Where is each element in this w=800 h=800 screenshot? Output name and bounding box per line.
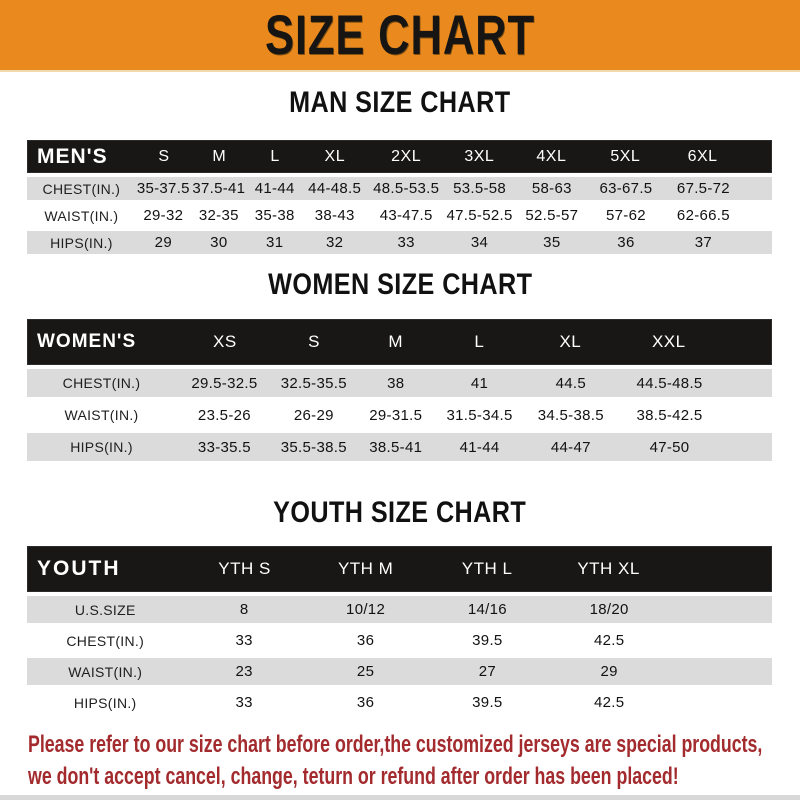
value-cell: 23 (235, 663, 253, 680)
women-size-table (27, 319, 772, 461)
table-row (27, 433, 772, 461)
value-cell: 44.5-48.5 (636, 374, 703, 392)
size-column-header: XL (324, 147, 346, 165)
value-cell: 58-63 (531, 180, 572, 197)
value-cell: 33 (235, 694, 253, 711)
value-cell: 47-50 (649, 438, 690, 456)
value-cell: 53.5-58 (453, 180, 507, 197)
size-column-header: 4XL (536, 147, 567, 165)
value-cell: 23.5-26 (197, 406, 251, 424)
value-cell: 38-43 (314, 207, 355, 224)
size-column-header: 2XL (391, 147, 422, 165)
value-cell: 41 (470, 374, 489, 392)
value-cell: 29.5-32.5 (191, 374, 258, 392)
table-header-label: MEN'S (37, 144, 108, 168)
size-column-header: YTH M (337, 559, 394, 578)
women-heading (0, 268, 800, 302)
row-label: CHEST(IN.) (62, 375, 141, 391)
row-label: HIPS(IN.) (70, 439, 133, 455)
value-cell: 43-47.5 (379, 207, 433, 224)
size-column-header: S (308, 332, 320, 351)
women-heading-text: WOMEN SIZE CHART (267, 268, 533, 301)
row-label: HIPS(IN.) (73, 694, 137, 711)
banner-title: SIZE CHART (265, 3, 535, 66)
value-cell: 32-35 (198, 207, 239, 224)
size-chart-banner (0, 0, 800, 72)
size-column-header: 6XL (687, 147, 718, 165)
size-column-header: M (388, 332, 404, 351)
value-cell: 36 (356, 632, 375, 649)
table-row (27, 627, 772, 654)
value-cell: 27 (478, 663, 497, 680)
value-cell: 31 (266, 234, 284, 251)
value-cell: 33 (235, 632, 253, 649)
youth-heading (0, 496, 800, 530)
value-cell: 33 (397, 234, 415, 251)
size-column-header: 3XL (464, 147, 495, 165)
value-cell: 35.5-38.5 (280, 438, 347, 456)
size-column-header: YTH L (461, 559, 513, 578)
value-cell: 18/20 (589, 601, 629, 618)
value-cell: 34.5-38.5 (537, 406, 604, 424)
value-cell: 57-62 (606, 207, 646, 224)
value-cell: 8 (239, 601, 249, 618)
value-cell: 44-47 (550, 438, 591, 456)
men-heading (0, 86, 800, 120)
footer-line-1: Please refer to our size chart before order,the customized jerseys are special products, (28, 731, 763, 758)
row-label: HIPS(IN.) (50, 234, 113, 251)
table-header-row (27, 319, 772, 365)
value-cell: 14/16 (467, 601, 507, 618)
size-column-header: L (474, 332, 485, 351)
value-cell: 25 (356, 663, 375, 680)
value-cell: 36 (617, 234, 635, 251)
table-row (27, 204, 772, 227)
table-row (27, 401, 772, 429)
row-label: WAIST(IN.) (44, 207, 119, 224)
value-cell: 38.5-41 (369, 438, 423, 456)
men-heading-text: MAN SIZE CHART (289, 86, 511, 119)
value-cell: 41-44 (254, 180, 295, 197)
men-section (0, 86, 800, 254)
value-cell: 10/12 (346, 601, 386, 618)
size-column-header: S (158, 147, 170, 165)
footer-line-2: we don't accept cancel, change, teturn or refund after order has been placed! (28, 763, 679, 790)
value-cell: 39.5 (472, 694, 503, 711)
men-size-table (27, 140, 772, 254)
table-header-label: WOMEN'S (37, 331, 137, 352)
value-cell: 38.5-42.5 (636, 406, 703, 424)
value-cell: 62-66.5 (676, 207, 730, 224)
row-label: U.S.SIZE (74, 601, 136, 618)
value-cell: 67.5-72 (676, 180, 730, 197)
value-cell: 32 (326, 234, 344, 251)
row-label: CHEST(IN.) (42, 180, 121, 197)
value-cell: 35-37.5 (136, 180, 190, 197)
value-cell: 41-44 (459, 438, 500, 456)
women-section (0, 268, 800, 461)
table-row (27, 596, 772, 623)
value-cell: 29 (600, 663, 618, 680)
value-cell: 63-67.5 (599, 180, 653, 197)
row-label: CHEST(IN.) (66, 632, 145, 649)
value-cell: 42.5 (593, 632, 625, 649)
value-cell: 44.5 (555, 374, 587, 392)
size-column-header: YTH XL (577, 559, 640, 578)
table-header-row (27, 140, 772, 173)
table-header-row (27, 546, 772, 592)
value-cell: 38 (387, 374, 405, 392)
value-cell: 35 (543, 234, 561, 251)
value-cell: 29-31.5 (369, 406, 423, 424)
value-cell: 26-29 (293, 406, 334, 424)
size-column-header: L (270, 147, 280, 165)
row-label: WAIST(IN.) (68, 663, 143, 680)
value-cell: 37 (694, 234, 713, 251)
value-cell: 32.5-35.5 (280, 374, 347, 392)
size-column-header: XL (559, 332, 582, 351)
value-cell: 42.5 (593, 694, 625, 711)
youth-size-table (27, 546, 772, 716)
table-row (27, 369, 772, 397)
value-cell: 30 (210, 234, 228, 251)
value-cell: 37.5-41 (192, 180, 246, 197)
value-cell: 31.5-34.5 (446, 406, 513, 424)
size-column-header: 5XL (610, 147, 641, 165)
table-row (27, 231, 772, 254)
value-cell: 34 (470, 234, 489, 251)
value-cell: 29 (154, 234, 172, 251)
table-header-label: YOUTH (37, 557, 121, 580)
size-column-header: M (212, 147, 227, 165)
value-cell: 44-48.5 (308, 180, 362, 197)
value-cell: 29-32 (143, 207, 184, 224)
size-column-header: YTH S (218, 559, 271, 578)
value-cell: 52.5-57 (525, 207, 579, 224)
footer-notice (28, 729, 800, 793)
table-row (27, 658, 772, 685)
table-row (27, 177, 772, 200)
value-cell: 39.5 (472, 632, 503, 649)
value-cell: 47.5-52.5 (446, 207, 513, 224)
value-cell: 35-38 (254, 207, 295, 224)
bottom-edge-divider (0, 795, 800, 800)
value-cell: 48.5-53.5 (373, 180, 440, 197)
row-label: WAIST(IN.) (64, 407, 139, 423)
size-column-header: XXL (651, 332, 686, 351)
value-cell: 33-35.5 (197, 438, 251, 456)
value-cell: 36 (356, 694, 375, 711)
size-column-header: XS (213, 332, 237, 351)
youth-heading-text: YOUTH SIZE CHART (273, 496, 527, 529)
youth-section (0, 496, 800, 716)
table-row (27, 689, 772, 716)
